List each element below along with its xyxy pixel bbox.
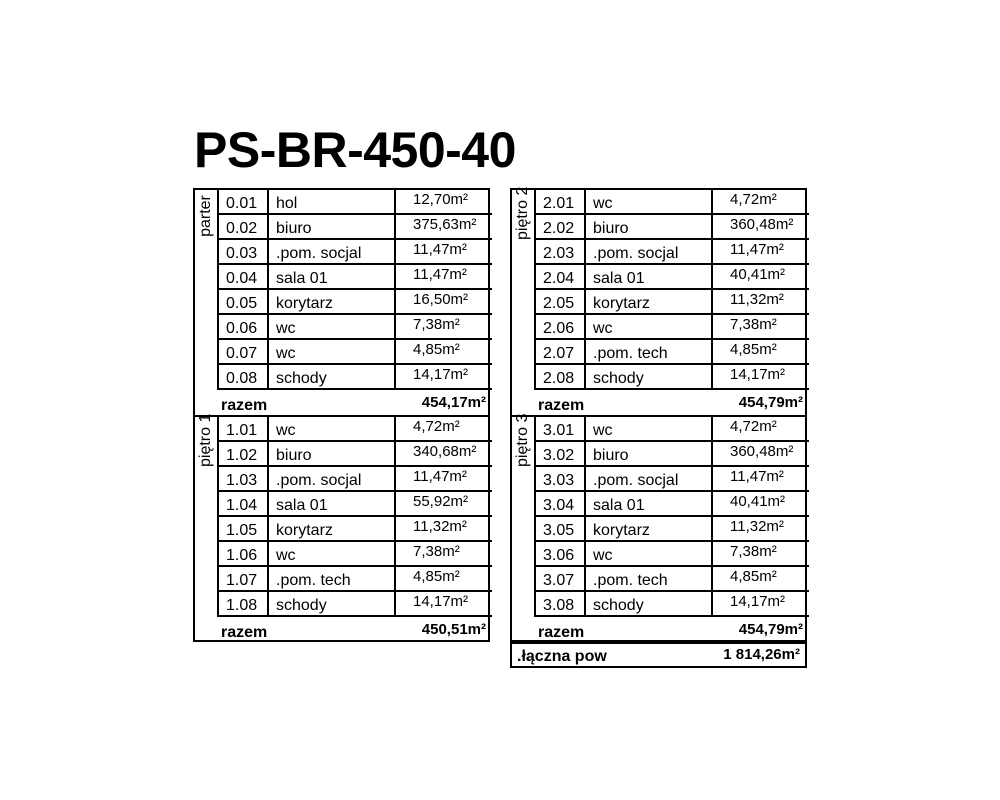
floor-total-row	[534, 619, 805, 642]
room-name: schody	[269, 592, 396, 615]
table-row	[536, 417, 809, 442]
floor-table	[193, 188, 490, 415]
table-row	[219, 290, 492, 315]
room-number: 2.02	[536, 215, 586, 238]
floor-total-row	[217, 392, 488, 415]
room-area: 4,72m²	[413, 418, 460, 435]
room-number: 0.03	[219, 240, 269, 263]
room-area: 11,47m²	[413, 266, 467, 283]
room-area: 11,32m²	[413, 518, 467, 535]
floor-total-value: 454,79m²	[738, 621, 803, 638]
room-area: 7,38m²	[413, 543, 460, 560]
room-area: 4,72m²	[730, 418, 777, 435]
table-row	[536, 517, 809, 542]
floor-table	[193, 415, 490, 642]
floor-total-label: razem	[538, 624, 585, 641]
table-row	[219, 492, 492, 517]
room-name: wc	[269, 542, 396, 565]
room-number: 3.01	[536, 417, 586, 440]
room-number: 1.01	[219, 417, 269, 440]
room-number: 0.06	[219, 315, 269, 338]
room-area: 40,41m²	[730, 493, 786, 510]
room-area: 11,32m²	[730, 518, 784, 535]
room-area: 14,17m²	[730, 366, 786, 383]
room-name: korytarz	[269, 290, 396, 313]
room-number: 3.04	[536, 492, 586, 515]
room-name: .pom. tech	[269, 567, 396, 590]
page-title: PS-BR-450-40	[194, 122, 516, 178]
grand-total-value: 1 814,26m²	[723, 646, 800, 663]
floor-label	[196, 413, 216, 499]
room-number: 0.08	[219, 365, 269, 388]
room-name: .pom. socjal	[586, 467, 713, 490]
room-area: 7,38m²	[730, 316, 777, 333]
floor-label-text: parter	[197, 195, 214, 237]
table-row	[219, 592, 492, 617]
room-grid	[217, 417, 492, 617]
table-row	[536, 365, 809, 390]
room-area: 14,17m²	[413, 366, 469, 383]
room-name: wc	[269, 340, 396, 363]
table-row	[219, 265, 492, 290]
table-row	[536, 290, 809, 315]
table-row	[219, 215, 492, 240]
table-row	[536, 442, 809, 467]
room-area: 11,47m²	[413, 468, 467, 485]
floor-label-text: piętro 2	[514, 186, 531, 240]
table-row	[536, 492, 809, 517]
room-area: 4,85m²	[413, 341, 460, 358]
room-number: 1.06	[219, 542, 269, 565]
room-number: 2.01	[536, 190, 586, 213]
room-area: 360,48m²	[730, 443, 794, 460]
floor-table	[510, 415, 807, 642]
room-name: korytarz	[269, 517, 396, 540]
schedule-column-left	[193, 188, 490, 642]
room-name: .pom. tech	[586, 567, 713, 590]
room-area: 375,63m²	[413, 216, 477, 233]
room-name: wc	[586, 417, 713, 440]
room-area: 360,48m²	[730, 216, 794, 233]
floor-total-value: 450,51m²	[421, 621, 486, 638]
table-row	[536, 315, 809, 340]
room-number: 1.05	[219, 517, 269, 540]
room-area: 7,38m²	[413, 316, 460, 333]
room-name: .pom. socjal	[269, 240, 396, 263]
grand-total-label: .łączna pow	[517, 648, 607, 665]
room-name: biuro	[586, 442, 713, 465]
room-area: 55,92m²	[413, 493, 469, 510]
floor-label-text: piętro 1	[197, 413, 214, 467]
floor-total-label: razem	[538, 397, 585, 414]
room-name: schody	[586, 592, 713, 615]
table-row	[536, 467, 809, 492]
table-row	[219, 340, 492, 365]
room-name: schody	[586, 365, 713, 388]
room-name: .pom. tech	[586, 340, 713, 363]
table-row	[536, 215, 809, 240]
room-area: 40,41m²	[730, 266, 786, 283]
room-area: 340,68m²	[413, 443, 477, 460]
room-area: 4,85m²	[730, 341, 777, 358]
floor-total-row	[534, 392, 805, 415]
room-name: biuro	[269, 215, 396, 238]
room-area: 14,17m²	[413, 593, 469, 610]
room-number: 0.04	[219, 265, 269, 288]
table-row	[219, 442, 492, 467]
table-row	[219, 190, 492, 215]
room-number: 3.05	[536, 517, 586, 540]
floor-total-label: razem	[221, 624, 268, 641]
room-area: 16,50m²	[413, 291, 469, 308]
floor-label	[513, 413, 533, 499]
floor-total-label: razem	[221, 397, 268, 414]
room-name: sala 01	[586, 265, 713, 288]
room-number: 3.06	[536, 542, 586, 565]
room-area: 12,70m²	[413, 191, 469, 208]
grand-total-row	[510, 642, 807, 668]
room-number: 2.05	[536, 290, 586, 313]
room-name: wc	[269, 417, 396, 440]
floor-table	[510, 188, 807, 415]
table-row	[536, 567, 809, 592]
table-row	[536, 340, 809, 365]
room-grid	[534, 190, 809, 390]
room-name: wc	[269, 315, 396, 338]
table-row	[219, 567, 492, 592]
room-number: 2.03	[536, 240, 586, 263]
table-row	[219, 365, 492, 390]
floor-total-value: 454,79m²	[738, 394, 803, 411]
room-name: wc	[586, 315, 713, 338]
room-number: 0.05	[219, 290, 269, 313]
table-row	[536, 592, 809, 617]
room-area: 4,85m²	[413, 568, 460, 585]
table-row	[219, 315, 492, 340]
room-area: 11,47m²	[413, 241, 467, 258]
table-row	[536, 240, 809, 265]
room-name: wc	[586, 542, 713, 565]
room-name: sala 01	[269, 265, 396, 288]
room-number: 1.02	[219, 442, 269, 465]
room-name: .pom. socjal	[269, 467, 396, 490]
room-name: sala 01	[586, 492, 713, 515]
room-area: 14,17m²	[730, 593, 786, 610]
room-number: 3.07	[536, 567, 586, 590]
room-number: 2.07	[536, 340, 586, 363]
table-row	[219, 467, 492, 492]
room-number: 1.04	[219, 492, 269, 515]
room-number: 0.02	[219, 215, 269, 238]
room-area: 11,32m²	[730, 291, 784, 308]
room-number: 2.08	[536, 365, 586, 388]
schedule-column-right	[510, 188, 807, 642]
room-number: 2.06	[536, 315, 586, 338]
table-row	[536, 190, 809, 215]
room-name: sala 01	[269, 492, 396, 515]
room-name: biuro	[269, 442, 396, 465]
room-number: 0.01	[219, 190, 269, 213]
floor-label	[196, 192, 216, 272]
room-name: biuro	[586, 215, 713, 238]
room-area: 4,72m²	[730, 191, 777, 208]
table-row	[219, 417, 492, 442]
room-area: 11,47m²	[730, 241, 784, 258]
table-row	[536, 265, 809, 290]
room-name: korytarz	[586, 290, 713, 313]
room-number: 1.03	[219, 467, 269, 490]
table-row	[219, 240, 492, 265]
floor-label-text: piętro 3	[514, 413, 531, 467]
table-row	[536, 542, 809, 567]
floor-total-row	[217, 619, 488, 642]
room-area: 11,47m²	[730, 468, 784, 485]
room-number: 0.07	[219, 340, 269, 363]
room-name: hol	[269, 190, 396, 213]
floor-total-value: 454,17m²	[421, 394, 486, 411]
table-row	[219, 517, 492, 542]
room-name: schody	[269, 365, 396, 388]
room-area: 7,38m²	[730, 543, 777, 560]
room-number: 2.04	[536, 265, 586, 288]
room-area: 4,85m²	[730, 568, 777, 585]
room-grid	[217, 190, 492, 390]
room-number: 1.08	[219, 592, 269, 615]
table-row	[219, 542, 492, 567]
room-number: 3.03	[536, 467, 586, 490]
room-name: .pom. socjal	[586, 240, 713, 263]
room-number: 3.02	[536, 442, 586, 465]
room-name: korytarz	[586, 517, 713, 540]
room-number: 3.08	[536, 592, 586, 615]
room-name: wc	[586, 190, 713, 213]
floor-label	[513, 186, 533, 272]
room-grid	[534, 417, 809, 617]
room-number: 1.07	[219, 567, 269, 590]
